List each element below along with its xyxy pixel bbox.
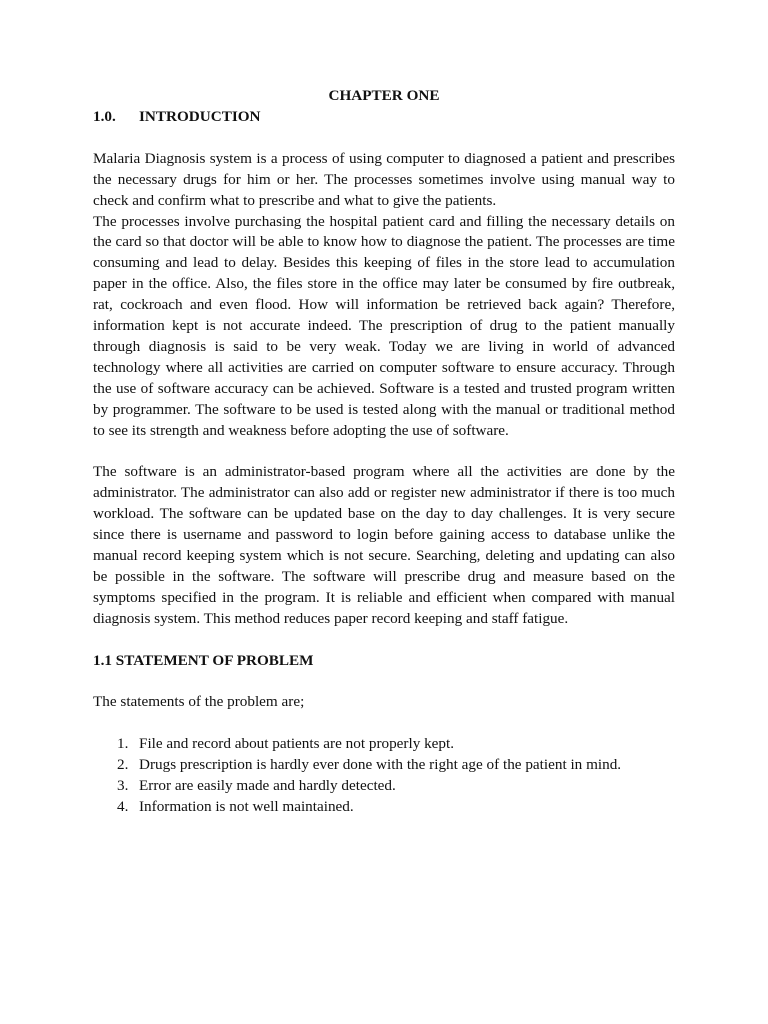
list-marker: 4.	[117, 797, 129, 815]
intro-paragraph-3: The software is an administrator-based program where all the activities are done by the administrator. The administrator can also add or register new administrator if there is too much workload. The software can be updated base on the day to day challenges. It is very secure since there is username and password to login before gaining access to database unlike the manual record keeping system which is not secure. Searching, deleting and updating can also be possible in the software. The software will prescribe drug and measure based on the symptoms specified in the program. It is reliable and efficient when compared with manual diagnosis system. This method reduces paper record keeping and staff fatigue.	[93, 463, 675, 627]
problem-list	[93, 734, 675, 818]
list-item-text: Error are easily made and hardly detected.	[139, 776, 396, 794]
spacer	[93, 713, 675, 734]
intro-paragraph-1: Malaria Diagnosis system is a process of using computer to diagnosed a patient and prescribes the necessary drugs for him or her. The processes sometimes involve using manual way to check and confirm what to prescribe and what to give the patients.	[93, 149, 675, 209]
list-marker: 2.	[117, 756, 129, 774]
list-item	[93, 797, 675, 818]
document-page	[93, 86, 675, 818]
spacer	[93, 128, 675, 149]
list-marker: 1.	[117, 735, 129, 753]
list-item	[93, 734, 675, 755]
list-item	[93, 776, 675, 797]
spacer	[93, 671, 675, 692]
list-item-text: Drugs prescription is hardly ever done with the right age of the patient in mind.	[139, 756, 622, 774]
intro-heading-number: 1.0.	[93, 108, 116, 125]
intro-heading-title: INTRODUCTION	[139, 108, 261, 125]
list-item	[93, 755, 675, 776]
problem-heading: 1.1 STATEMENT OF PROBLEM	[93, 651, 314, 669]
list-item-text: File and record about patients are not properly kept.	[139, 735, 455, 753]
intro-heading	[93, 107, 675, 128]
chapter-title: CHAPTER ONE	[328, 87, 440, 104]
spacer	[93, 630, 675, 651]
spacer	[93, 441, 675, 462]
list-item-text: Information is not well maintained.	[139, 797, 354, 815]
list-marker: 3.	[117, 776, 129, 794]
intro-paragraph-2: The processes involve purchasing the hospital patient card and filling the necessary details on the card so that doctor will be able to know how to diagnose the patient. The processes are time consuming and lead to delay. Besides this keeping of files in the store lead to accumulation paper in the office. Also, the files store in the office may later be consumed by fire outbreak, rat, cockroach and even flood. How will information be retrieved back again? Therefore, information kept is not accurate indeed. The prescription of drug to the patient manually through diagnosis is said to be very weak. Today we are living in world of advanced technology where all activities are carried on computer software to ensure accuracy. Through the use of software accuracy can be achieved. Software is a tested and trusted program written by programmer. The software to be used is tested along with the manual or traditional method to see its strength and weakness before adopting the use of software.	[93, 212, 675, 439]
problem-intro: The statements of the problem are;	[93, 693, 305, 711]
